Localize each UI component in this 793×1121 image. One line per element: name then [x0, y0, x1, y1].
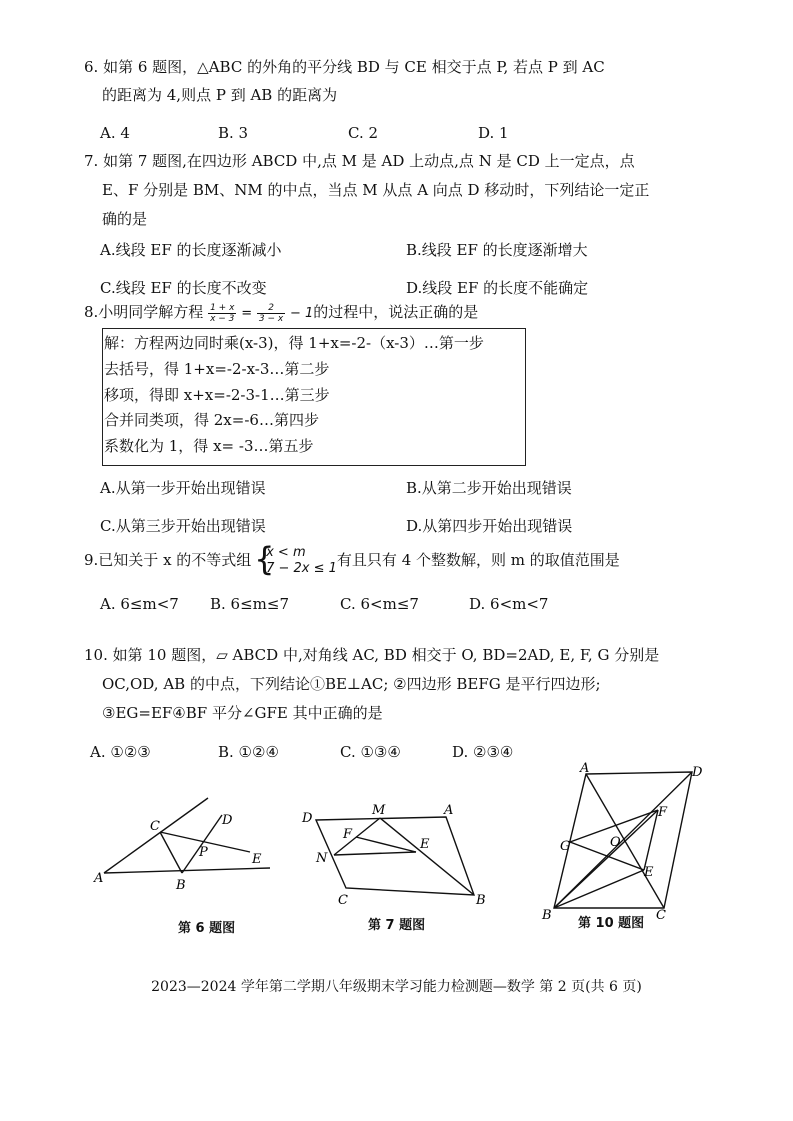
- fig7-label-m: M: [372, 803, 386, 818]
- q6-option-a: A. 4: [100, 124, 130, 142]
- q8-frac2-num: 2: [257, 303, 285, 314]
- q8-step-2: 去括号，得 1+x=-2-x-3…第二步: [104, 360, 330, 378]
- q9-option-a: A. 6≤m<7: [100, 595, 179, 613]
- q8-prefix: 8.小明同学解方程: [84, 303, 204, 321]
- q9-option-c: C. 6<m≤7: [340, 595, 419, 613]
- q9-option-b: B. 6≤m≤7: [210, 595, 290, 613]
- q6-option-b: B. 3: [218, 124, 249, 142]
- fig7-caption: 第 7 题图: [368, 918, 426, 933]
- fig10-label-g: G: [560, 839, 571, 854]
- q10-stem-line3: ③EG=EF④BF 平分∠GFE 其中正确的是: [102, 704, 383, 722]
- fig7-label-n: N: [316, 851, 328, 866]
- q8-step-3: 移项，得即 x+x=-2-3-1…第三步: [104, 386, 330, 404]
- q8-step-5: 系数化为 1，得 x= -3…第五步: [104, 437, 314, 455]
- q10-option-a: A. ①②③: [90, 743, 151, 761]
- q7-option-c: C.线段 EF 的长度不改变: [100, 279, 267, 297]
- fig7-label-c: C: [338, 893, 348, 908]
- q10-option-d: D. ②③④: [452, 743, 514, 761]
- q8-step-1: 解：方程两边同时乘(x-3)，得 1+x=-2-（x-3）…第一步: [104, 334, 484, 352]
- q8-suffix: 的过程中，说法正确的是: [313, 303, 479, 321]
- fig6-label-a: A: [94, 871, 104, 886]
- fig10-label-a: A: [580, 761, 590, 776]
- q8-option-a: A.从第一步开始出现错误: [100, 479, 266, 497]
- q9-stem: [84, 540, 620, 578]
- fig10-caption: 第 10 题图: [578, 916, 645, 931]
- q8-frac1-num: 1 + x: [210, 302, 235, 313]
- q9-suffix: 有且只有 4 个整数解，则 m 的取值范围是: [336, 551, 620, 569]
- q7-option-b: B.线段 EF 的长度逐渐增大: [406, 241, 588, 259]
- q7-stem-line2: E、F 分别是 BM、NM 的中点，当点 M 从点 A 向点 D 移动时，下列结论一定正: [102, 181, 650, 199]
- q8-fraction-left: [208, 303, 236, 324]
- fig7-label-e: E: [420, 837, 430, 852]
- q9-prefix: 9.已知关于 x 的不等式组: [84, 551, 252, 569]
- fig6-label-b: B: [176, 878, 186, 893]
- figure-6: [90, 790, 280, 900]
- q6-stem-line2: 的距离为 4,则点 P 到 AB 的距离为: [102, 86, 338, 104]
- q10-stem-line2: OC,OD, AB 的中点，下列结论①BE⊥AC; ②四边形 BEFG 是平行四边形;: [102, 675, 601, 693]
- fig6-caption: 第 6 题图: [178, 921, 236, 936]
- q8-step-4: 合并同类项，得 2x=-6…第四步: [104, 411, 319, 429]
- q8-tail-math: − 1: [290, 306, 314, 321]
- q8-option-d: D.从第四步开始出现错误: [406, 517, 573, 535]
- q10-option-c: C. ①③④: [340, 743, 401, 761]
- q8-stem: [84, 302, 478, 324]
- q9-sys-row2: 7 − 2x ≤ 1: [266, 561, 337, 576]
- q7-stem-line1: 7. 如第 7 题图,在四边形 ABCD 中,点 M 是 AD 上动点,点 N 是 CD 上一定点，点: [84, 152, 635, 170]
- fig7-label-b: B: [476, 893, 486, 908]
- figure-10: [540, 761, 710, 923]
- fig10-label-o: O: [610, 835, 621, 850]
- fig10-label-b: B: [542, 908, 552, 923]
- q7-option-d: D.线段 EF 的长度不能确定: [406, 279, 589, 297]
- q9-sys-row1: x < m: [266, 545, 306, 560]
- fig10-label-d: D: [692, 765, 703, 780]
- q8-option-b: B.从第二步开始出现错误: [406, 479, 572, 497]
- q6-option-d: D. 1: [478, 124, 509, 142]
- fig6-label-p: P: [199, 845, 208, 860]
- q8-option-c: C.从第三步开始出现错误: [100, 517, 266, 535]
- fig7-label-d: D: [302, 811, 313, 826]
- q9-option-d: D. 6<m<7: [469, 595, 549, 613]
- q8-frac1-den: x − 3: [210, 313, 235, 324]
- fig10-label-e: E: [644, 865, 654, 880]
- fig6-label-c: C: [150, 819, 160, 834]
- q9-inequality-system: [254, 540, 337, 578]
- fig7-label-a: A: [444, 803, 454, 818]
- q10-stem-line1: 10. 如第 10 题图，▱ ABCD 中,对角线 AC, BD 相交于 O, BD=2AD, E, F, G 分别是: [84, 646, 660, 664]
- fig6-label-e: E: [252, 852, 262, 867]
- q6-stem-line1: 6. 如第 6 题图，△ABC 的外角的平分线 BD 与 CE 相交于点 P, 若点 P 到 AC: [84, 58, 605, 76]
- q7-option-a: A.线段 EF 的长度逐渐减小: [100, 241, 282, 259]
- q6-option-c: C. 2: [348, 124, 379, 142]
- fig6-label-d: D: [222, 813, 233, 828]
- q7-stem-line3: 确的是: [102, 210, 148, 228]
- figure-7: [296, 800, 496, 912]
- q10-option-b: B. ①②④: [218, 743, 279, 761]
- q8-fraction-right: [257, 303, 285, 324]
- fig10-label-c: C: [656, 908, 666, 923]
- q8-frac2-den: 3 − x: [258, 313, 284, 324]
- q9-brace: {: [254, 540, 275, 578]
- q8-equals: =: [241, 306, 253, 321]
- fig10-label-f: F: [658, 805, 668, 820]
- page-footer: 2023—2024 学年第二学期八年级期末学习能力检测题—数学 第 2 页(共 6 页): [151, 979, 642, 995]
- fig7-label-f: F: [343, 827, 353, 842]
